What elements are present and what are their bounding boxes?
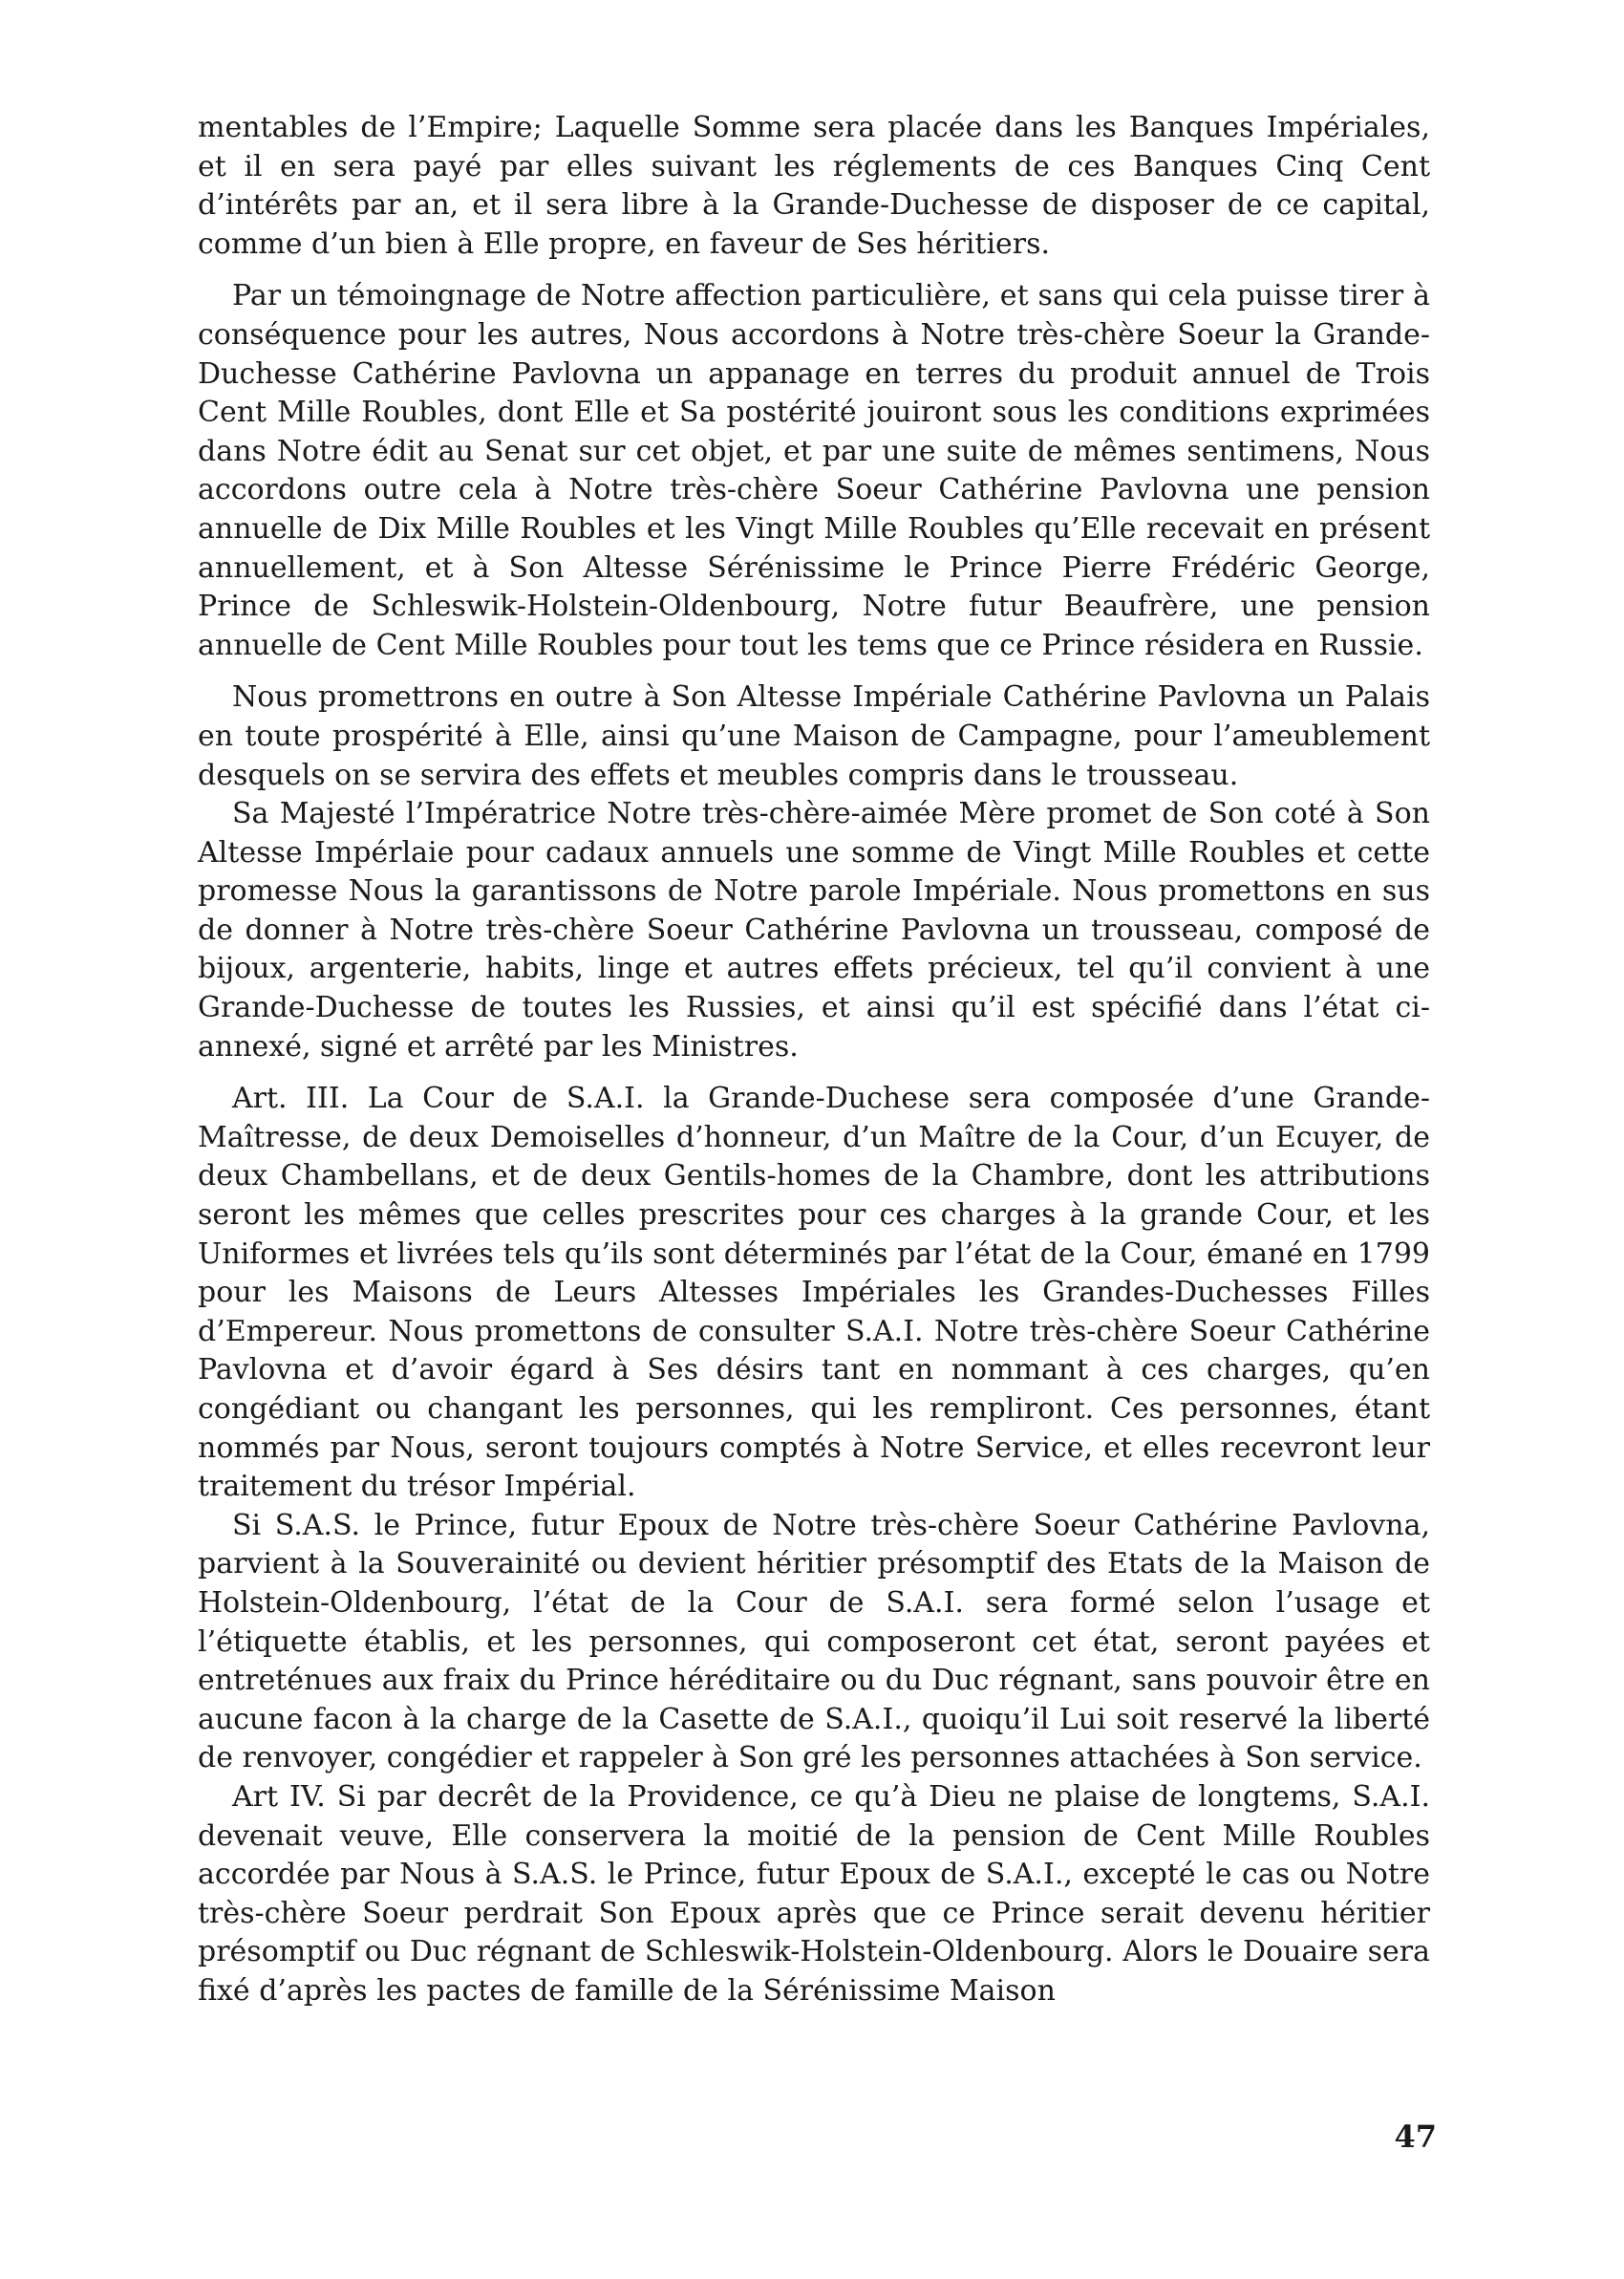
paragraph-5: Art. III. La Cour de S.A.I. la Grande-Duchese sera composée d’une Grande-Maîtresse, de deux Demoiselles d’honneur, d’un Maître de la Cour, d’un Ecuyer, de deux Chambellans, et de deux Gentils-homes de la Chambre, dont les attributions seront les mêmes que celles prescrites pour ces charges à la grande Cour, et les Uniformes et livrées tels qu’ils sont déterminés par l’état de la Cour, émané en 1799 pour les Maisons de Leurs Altesses Impériales les Grandes-Duchesses Filles d’Empereur. Nous promettons de consulter S.A.I. Notre très-chère Soeur Cathérine Pavlovna et d’avoir égard à Ses désirs tant en nommant à ces charges, qu’en congédiant ou changant les personnes, qui les rempliront. Ces personnes, étant nommés par Nous, seront toujours comptés à Notre Service, et elles recevront leur traitement du trésor Impérial. — [198, 1082, 1430, 1504]
paragraph-1: mentables de l’Empire; Laquelle Somme sera placée dans les Banques Impériales, et il en sera payé par elles suivant les réglements de ces Banques Cinq Cent d’intérêts par an, et il sera libre à la Grande-Duchesse de disposer de ce capital, comme d’un bien à Elle propre, en faveur de Ses héritiers. — [198, 111, 1430, 261]
page-number: 47 — [1394, 2118, 1437, 2155]
paragraph-2: Par un témoingnage de Notre affection particulière, et sans qui cela puisse tirer à conséquence pour les autres, Nous accordons à Notre très-chère Soeur la Grande-Duchesse Cathérine Pavlovna un appanage en terres du produit annuel de Trois Cent Mille Roubles, dont Elle et Sa postérité jouiront sous les conditions exprimées dans Notre édit au Senat sur cet objet, et par une suite de mêmes sentimens, Nous accordons outre cela à Notre très-chère Soeur Cathérine Pavlovna une pension annuelle de Dix Mille Roubles et les Vingt Mille Roubles qu’Elle recevait en présent annuellement, et à Son Altesse Sérénissime le Prince Pierre Frédéric George, Prince de Schleswik-Holstein-Oldenbourg, Notre futur Beaufrère, une pension annuelle de Cent Mille Roubles pour tout les tems que ce Prince résidera en Russie. — [198, 279, 1430, 662]
paragraph-7: Art IV. Si par decrêt de la Providence, ce qu’à Dieu ne plaise de longtems, S.A.I. devenait veuve, Elle conservera la moitié de la pension de Cent Mille Roubles accordée par Nous à S.A.S. le Prince, futur Epoux de S.A.I., excepté le cas ou Notre très-chère Soeur perdrait Son Epoux après que ce Prince serait devenu héritier présomptif ou Duc régnant de Schleswik-Holstein-Oldenbourg. Alors le Douaire sera fixé d’après les pactes de famille de la Sérénissime Maison — [198, 1779, 1430, 2008]
paragraph-4: Sa Majesté l’Impératrice Notre très-chère-aimée Mère promet de Son coté à Son Altesse Impérlaie pour cadaux annuels une somme de Vingt Mille Roubles et cette promesse Nous la garantissons de Notre parole Impériale. Nous promettons en sus de donner à Notre très-chère Soeur Cathérine Pavlovna un trousseau, composé de bijoux, argenterie, habits, linge et autres effets précieux, tel qu’il convient à une Grande-Duchesse de toutes les Russies, et ainsi qu’il est spécifié dans l’état ci-annexé, signé et arrêté par les Ministres. — [198, 797, 1430, 1064]
body-text — [198, 109, 1430, 2011]
paragraph-3: Nous promettrons en outre à Son Altesse Impériale Cathérine Pavlovna un Palais en toute prospérité à Elle, ainsi qu’une Maison de Campagne, pour l’ameublement desquels on se servira des effets et meubles compris dans le trousseau. — [198, 680, 1430, 792]
paragraph-6: Si S.A.S. le Prince, futur Epoux de Notre très-chère Soeur Cathérine Pavlovna, parvient à la Souverainité ou devient héritier présomptif des Etats de la Maison de Holstein-Oldenbourg, l’état de la Cour de S.A.I. sera formé selon l’usage et l’étiquette établis, et les personnes, qui composeront cet état, seront payées et entreténues aux fraix du Prince héréditaire ou du Duc régnant, sans pouvoir être en aucune facon à la charge de la Casette de S.A.I., quoiqu’il Lui soit reservé la liberté de renvoyer, congédier et rappeler à Son gré les personnes attachées à Son service. — [198, 1508, 1430, 1775]
